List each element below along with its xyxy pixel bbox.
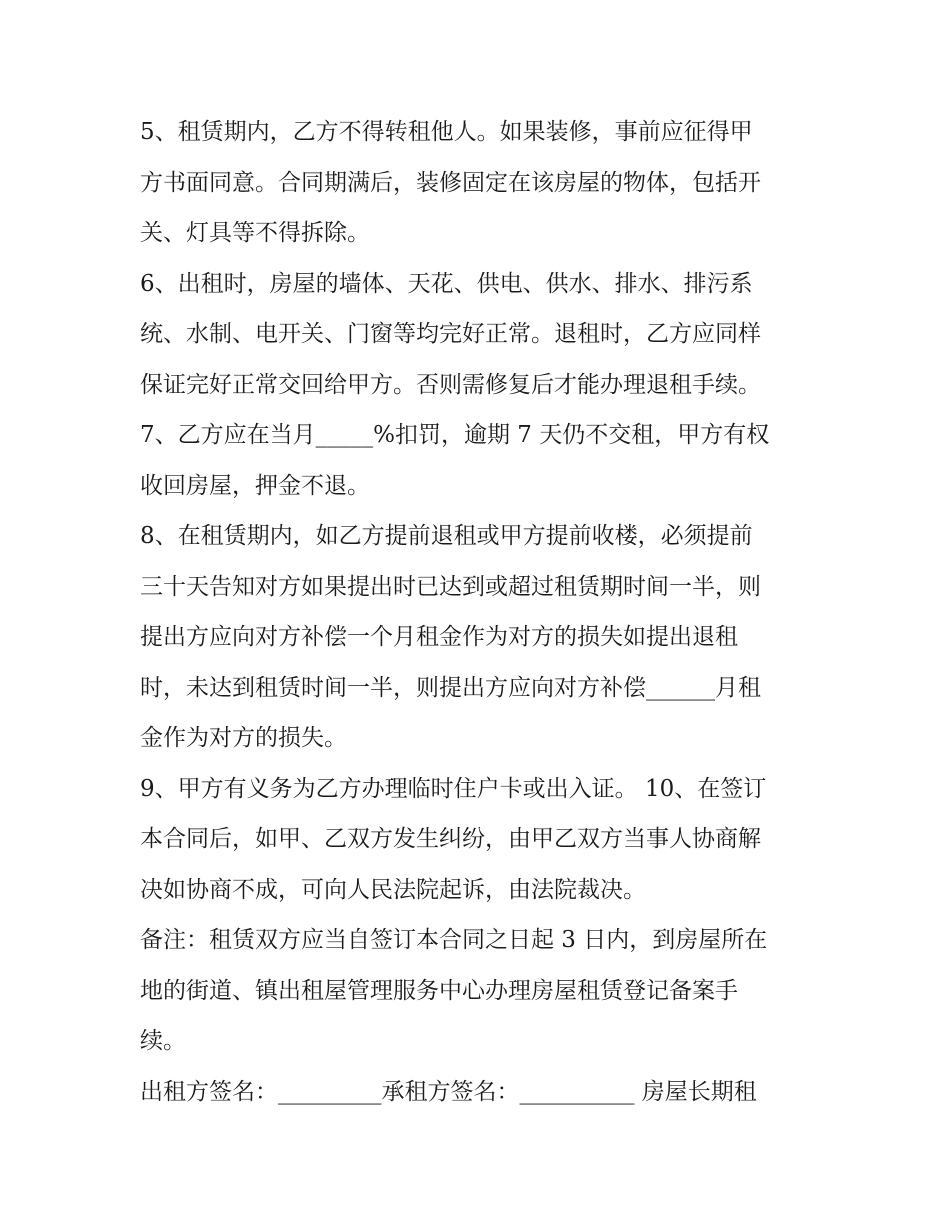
text-line-16: 决如协商不成，可向人民法院起诉，由法院裁决。 — [140, 876, 646, 903]
text-line-14: 9、甲方有义务为乙方办理临时住户卡或出入证。 10、在签订 — [140, 775, 767, 802]
text-line-15: 本合同后，如甲、乙双方发生纠纷，由甲乙双方当事人协商解 — [140, 826, 761, 852]
text-line-10: 三十天告知对方如果提出时已达到或超过租赁期时间一半，则 — [140, 573, 761, 600]
document-body — [140, 107, 820, 1117]
text-line-4: 6、出租时，房屋的墙体、天花、供电、供水、排水、排污系 — [140, 270, 753, 297]
text-line-19: 续。 — [140, 1028, 186, 1054]
text-line-12: 时，未达到租赁时间一半，则提出方应向对方补偿______月租 — [140, 674, 761, 701]
text-line-3: 关、灯具等不得拆除。 — [140, 220, 370, 246]
text-line-1: 5、租赁期内，乙方不得转租他人。如果装修，事前应征得甲 — [140, 119, 753, 145]
text-line-5: 统、水制、电开关、门窗等均完好正常。退租时，乙方应同样 — [140, 321, 761, 347]
text-line-17: 备注：租赁双方应当自签订本合同之日起 3 日内，到房屋所在 — [140, 927, 768, 953]
text-line-11: 提出方应向对方补偿一个月租金作为对方的损失如提出退租 — [140, 624, 738, 650]
text-line-8: 收回房屋，押金不退。 — [140, 472, 370, 499]
text-line-6: 保证完好正常交回给甲方。否则需修复后才能办理退租手续。 — [140, 371, 761, 398]
text-line-7: 7、乙方应在当月_____%扣罚，逾期 7 天仍不交租，甲方有权 — [140, 422, 770, 448]
text-line-9: 8、在租赁期内，如乙方提前退租或甲方提前收楼，必须提前 — [140, 523, 753, 549]
text-line-2: 方书面同意。合同期满后，装修固定在该房屋的物体，包括开 — [140, 169, 761, 196]
text-line-20: 出租方签名：_________承租方签名：__________ 房屋长期租 — [140, 1078, 757, 1105]
text-line-18: 地的街道、镇出租屋管理服务中心办理房屋租赁登记备案手 — [140, 977, 738, 1004]
text-line-13: 金作为对方的损失。 — [140, 725, 347, 751]
